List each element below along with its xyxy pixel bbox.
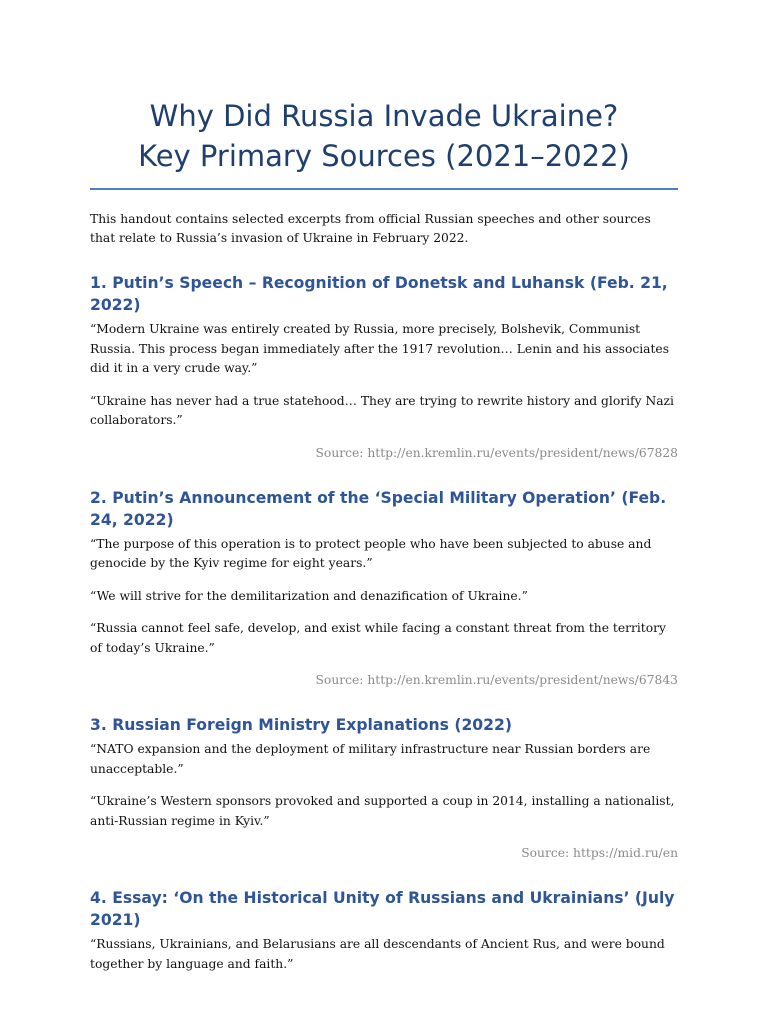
section-heading: 2. Putin’s Announcement of the ‘Special Military Operation’ (Feb. 24, 2022) xyxy=(90,488,667,529)
quote: “The purpose of this operation is to protect people who have been subjected to abuse and genocide by the Kyiv regime for eight years.” xyxy=(90,536,652,570)
title-divider xyxy=(90,188,678,190)
quote: “NATO expansion and the deployment of military infrastructure near Russian borders are unacceptable.” xyxy=(90,742,651,776)
section-1 xyxy=(90,272,678,463)
quote: “Ukraine has never had a true statehood… They are trying to rewrite history and glorify Nazi collaborators.” xyxy=(90,393,674,427)
document-title xyxy=(90,96,678,176)
source-citation: Source: http://en.kremlin.ru/events/president/news/67828 xyxy=(315,445,678,460)
quote: “Russia cannot feel safe, develop, and exist while facing a constant threat from the territory of today’s Ukraine.” xyxy=(90,621,666,655)
section-4 xyxy=(90,887,678,974)
document-page xyxy=(90,0,678,987)
intro-paragraph: This handout contains selected excerpts from official Russian speeches and other sources that relate to Russia’s invasion of Ukraine in February 2022. xyxy=(90,212,651,245)
title-line-1: Why Did Russia Invade Ukraine? xyxy=(149,99,619,133)
source-citation: Source: https://mid.ru/en xyxy=(521,846,678,860)
section-heading: 1. Putin’s Speech – Recognition of Donetsk and Luhansk (Feb. 21, 2022) xyxy=(90,274,668,314)
quote: “Russians, Ukrainians, and Belarusians are all descendants of Ancient Rus, and were bound together by language and faith.” xyxy=(90,937,665,971)
section-heading: 4. Essay: ‘On the Historical Unity of Russians and Ukrainians’ (July 2021) xyxy=(90,889,675,929)
quote: “We will strive for the demilitarization and denazification of Ukraine.” xyxy=(90,588,528,603)
section-3 xyxy=(90,714,678,863)
section-2 xyxy=(90,487,678,691)
quote: “Modern Ukraine was entirely created by Russia, more precisely, Bolshevik, Communist Russia. This process began immediately after the 1917 revolution… Lenin and his associates did it in a very crude way.” xyxy=(90,322,670,375)
quote: “Ukraine’s Western sponsors provoked and supported a coup in 2014, installing a nationalist, anti-Russian regime in Kyiv.” xyxy=(90,794,675,828)
source-citation: Source: http://en.kremlin.ru/events/president/news/67843 xyxy=(315,673,678,687)
section-heading: 3. Russian Foreign Ministry Explanations (2022) xyxy=(90,716,512,734)
title-line-2: Key Primary Sources (2021–2022) xyxy=(138,139,630,173)
